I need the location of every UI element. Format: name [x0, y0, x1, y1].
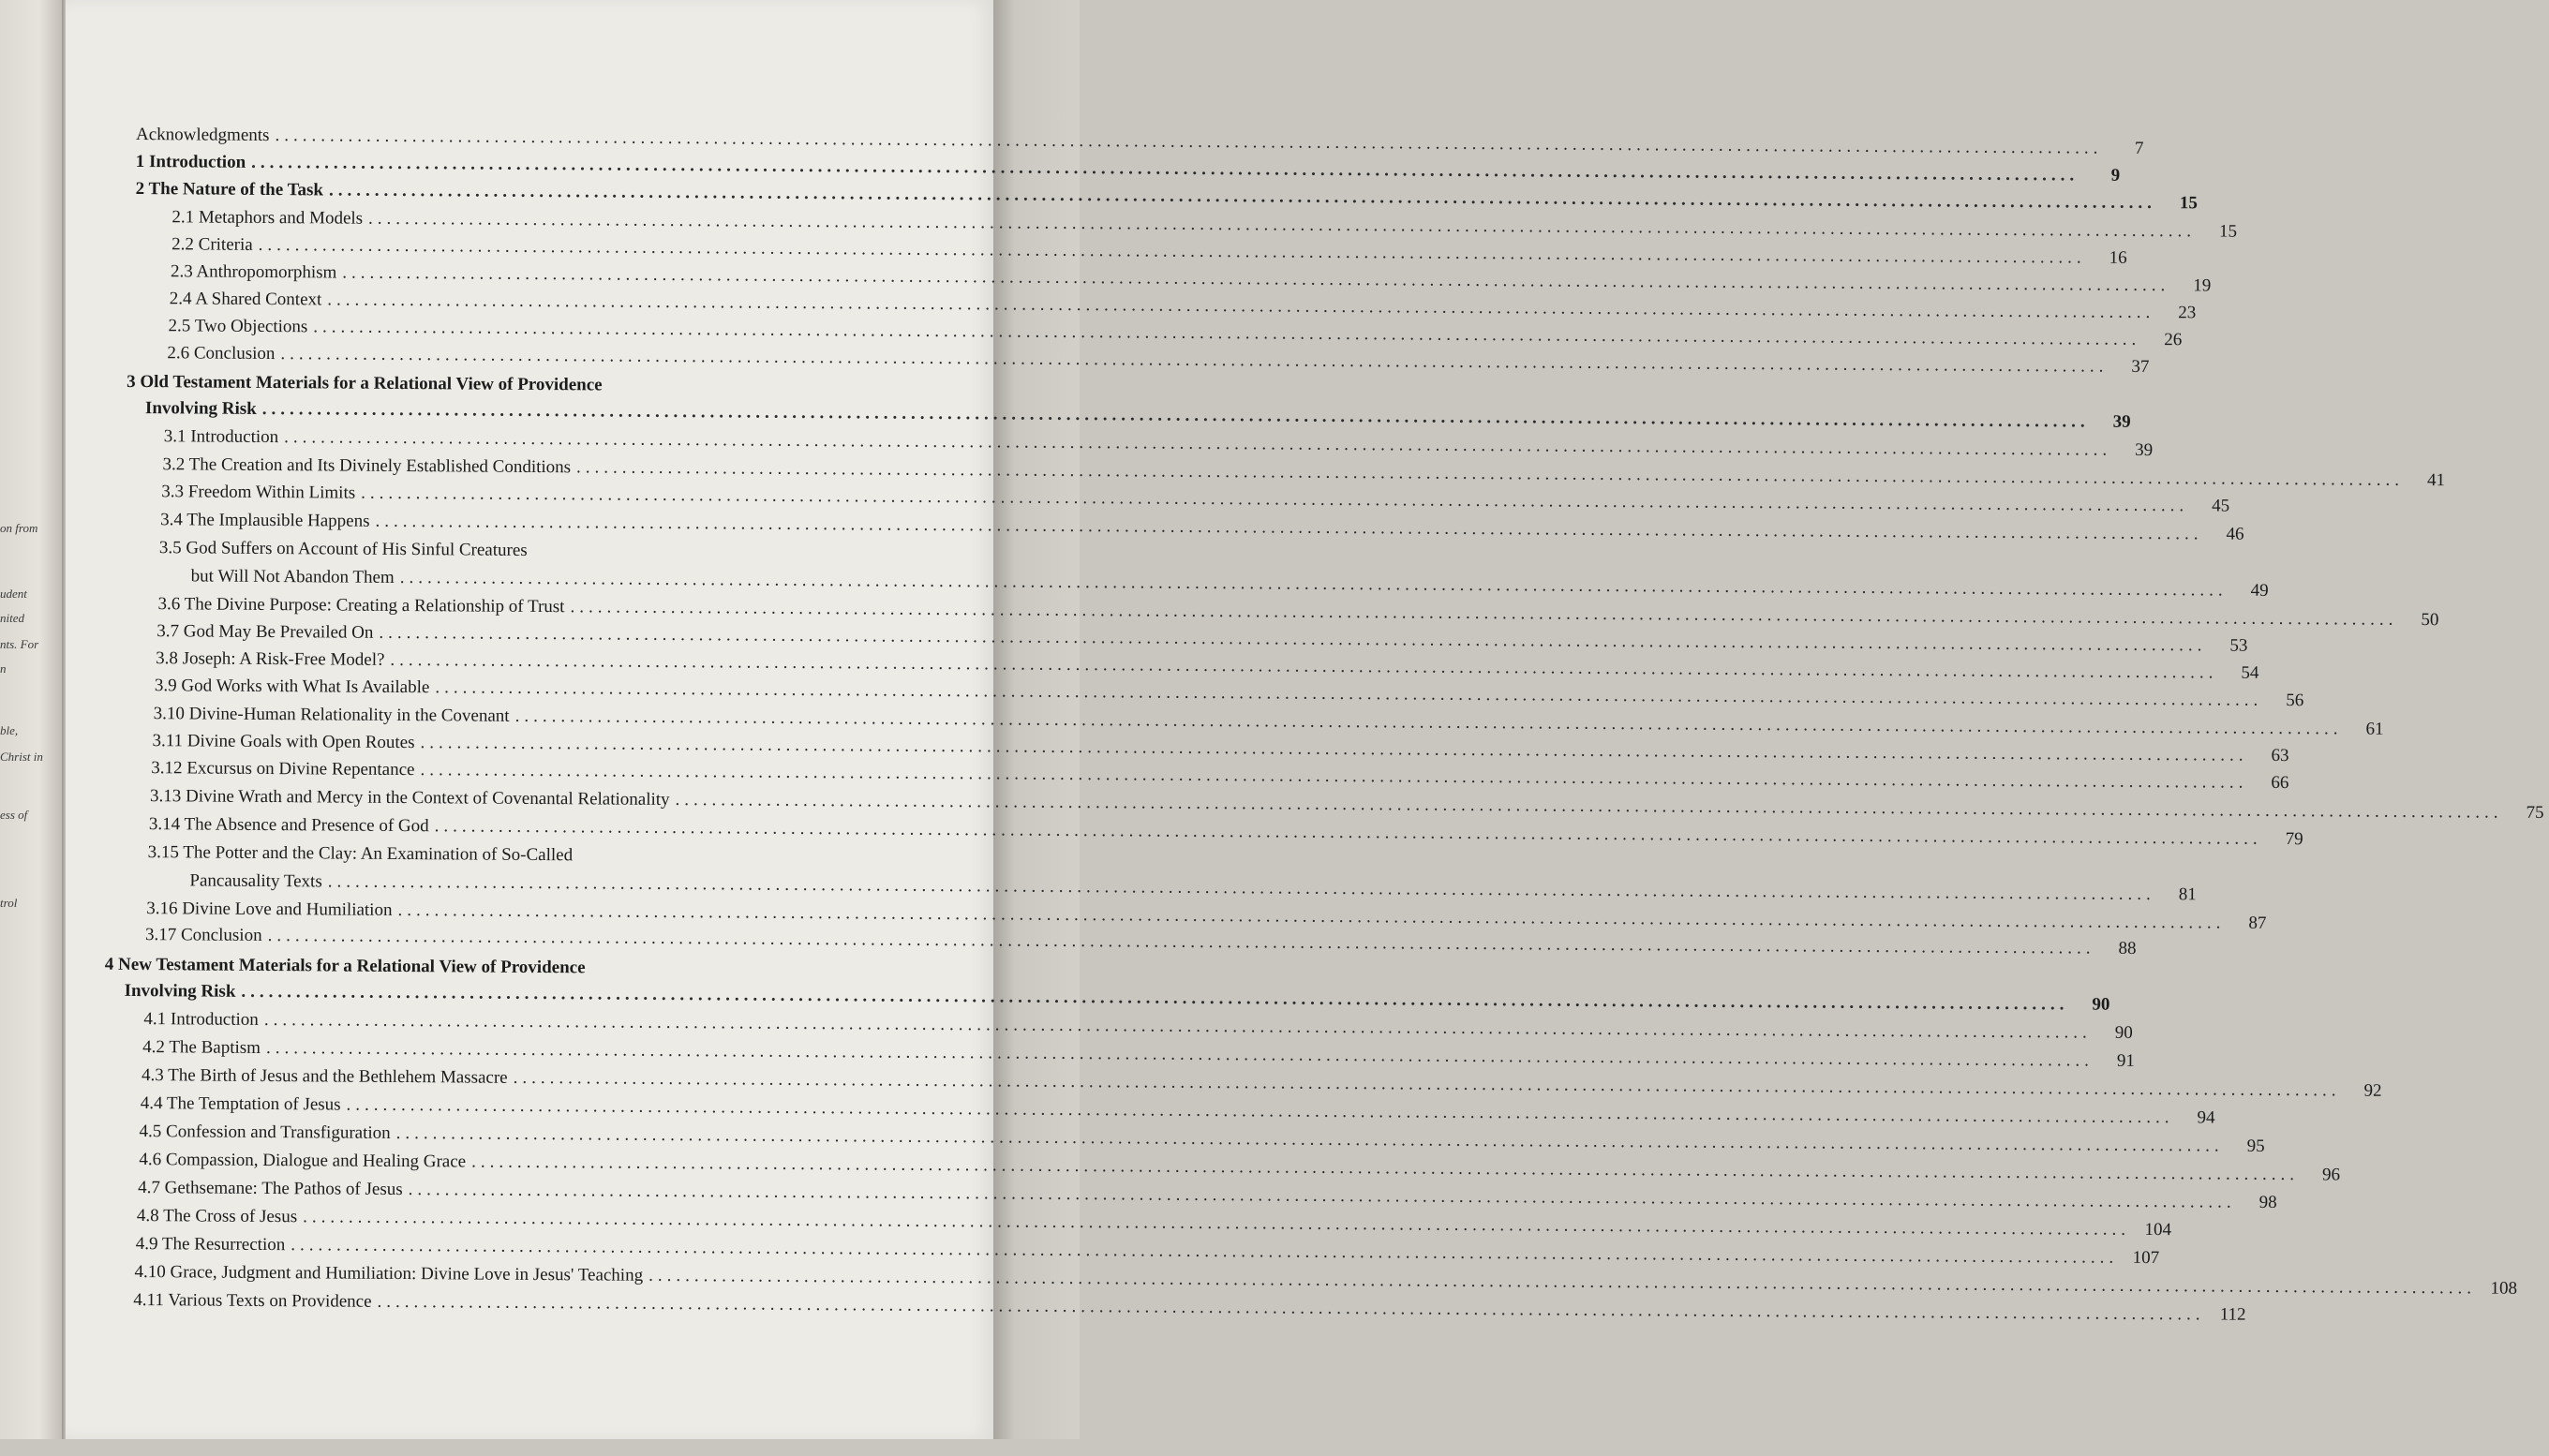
toc-page-number: 104: [2144, 1219, 2172, 1241]
toc-entry-label: 2.2 Criteria: [171, 234, 253, 255]
toc-section-entry: [162, 453, 2446, 491]
toc-leader-dots: ........................................................................................................................................................................................................: [327, 871, 2155, 905]
toc-entry-label: 3.10 Divine-Human Relationality in the Covenant: [153, 704, 510, 726]
left-page-fragment: nts. For: [0, 637, 39, 651]
toc-leader-dots: ........................................................................................................................................................................................................: [408, 1180, 2236, 1212]
toc-leader-dots: ........................................................................................................................................................................................................: [284, 427, 2112, 460]
toc-section-entry: [144, 924, 2137, 958]
toc-leader-dots: ........................................................................................................................................................................................................: [379, 622, 2207, 656]
toc-entry-label: 3.4 The Implausible Happens: [160, 510, 370, 531]
left-page-fragment: udent: [0, 587, 27, 601]
toc-leader-dots: ........................................................................................................................................................................................................: [471, 1151, 2300, 1185]
toc-page-number: 16: [2109, 247, 2127, 268]
toc-leader-dots: ........................................................................................................................................................................................................: [434, 816, 2262, 849]
toc-section-entry: [169, 288, 2197, 323]
left-page-fragment: ble,: [0, 723, 19, 737]
toc-entry-label: 4.1 Introduction: [143, 1009, 259, 1030]
toc-page-number: 112: [2219, 1304, 2246, 1325]
toc-section-entry: [170, 260, 2212, 296]
toc-section-entry: [152, 730, 2289, 766]
toc-chapter-entry: [124, 980, 2110, 1015]
toc-leader-dots: ........................................................................................................................................................................................................: [377, 1291, 2205, 1325]
toc-leader-dots: ........................................................................................................................................................................................................: [342, 262, 2170, 296]
toc-section-entry: [143, 1008, 2133, 1043]
toc-entry-label: Involving Risk: [124, 980, 236, 1002]
toc-page-number: 94: [2197, 1107, 2215, 1128]
toc-section-entry: [167, 342, 2150, 378]
toc-entry-label: 1 Introduction: [135, 151, 246, 172]
toc-leader-dots: ........................................................................................................................................................................................................: [397, 899, 2226, 933]
toc-page-number: 39: [2112, 411, 2131, 432]
toc-entry-label: Involving Risk: [144, 398, 257, 419]
toc-entry-label: 3.14 The Absence and Presence of God: [148, 814, 429, 837]
toc-entry-label: Pancausality Texts: [189, 870, 322, 892]
toc-leader-dots: ........................................................................................................................................................................................................: [420, 733, 2248, 765]
left-page-fragment: on from: [0, 521, 38, 535]
toc-entry-label: 4.3 The Birth of Jesus and the Bethlehem Massacre: [141, 1065, 508, 1088]
toc-section-entry: [156, 647, 2259, 683]
toc-leader-dots: ........................................................................................................................................................................................................: [368, 208, 2197, 242]
toc-leader-dots: ........................................................................................................................................................................................................: [313, 317, 2141, 349]
toc-page-number: 66: [2271, 772, 2289, 794]
toc-page-number: 9: [2110, 165, 2121, 186]
toc-section-entry: [139, 1149, 2341, 1185]
left-page-fragment: n: [0, 661, 7, 676]
toc-page-number: 108: [2490, 1278, 2518, 1299]
toc-page-number: 95: [2246, 1136, 2265, 1156]
toc-leader-dots: ........................................................................................................................................................................................................: [291, 1235, 2119, 1268]
toc-leader-dots: ........................................................................................................................................................................................................: [648, 1265, 2477, 1299]
toc-entry-label: 4.7 Gethsemane: The Pathos of Jesus: [138, 1178, 403, 1200]
toc-chapter-heading: 3 Old Testament Materials for a Relational View of Providence: [127, 371, 603, 395]
toc-section-entry: [142, 1036, 2136, 1071]
toc-entry-label: 3.1 Introduction: [163, 426, 279, 448]
toc-page-number: 81: [2178, 884, 2197, 905]
toc-entry-label: 2.4 A Shared Context: [169, 289, 322, 310]
left-page-fragment: nited: [0, 611, 24, 625]
toc-page-number: 50: [2421, 610, 2439, 631]
toc-entry-label: 3.13 Divine Wrath and Mercy in the Context of Covenantal Relationality: [150, 786, 670, 810]
toc-entry-label: 3.11 Divine Goals with Open Routes: [152, 731, 415, 753]
toc-section-entry: [146, 898, 2267, 933]
toc-section-entry: [190, 565, 2269, 601]
toc-page-number: 90: [2092, 994, 2110, 1015]
toc-leader-dots: ........................................................................................................................................................................................................: [399, 567, 2228, 601]
toc-leader-dots: ........................................................................................................................................................................................................: [258, 234, 2086, 268]
toc-entry: [135, 124, 2144, 158]
toc-page-number: 54: [2241, 662, 2259, 683]
toc-page-number: 75: [2526, 802, 2544, 823]
toc-page-number: 61: [2365, 719, 2384, 739]
toc-page-number: 19: [2193, 275, 2212, 296]
toc-chapter-entry: [135, 151, 2121, 186]
toc-page-number: 79: [2285, 829, 2303, 850]
toc-entry-label: Acknowledgments: [135, 125, 270, 145]
toc-leader-dots: ........................................................................................................................................................................................................: [261, 398, 2090, 432]
toc-page-number: 53: [2229, 635, 2248, 656]
toc-section-entry: [157, 593, 2439, 631]
toc-section-entry: [161, 481, 2230, 516]
toc-leader-dots: ........................................................................................................................................................................................................: [390, 649, 2218, 683]
toc-entry-label: 4.8 The Cross of Jesus: [136, 1206, 298, 1227]
toc-page-number: 90: [2114, 1022, 2133, 1043]
toc-section-entry: [153, 703, 2384, 739]
toc-leader-dots: ........................................................................................................................................................................................................: [241, 981, 2069, 1015]
toc-entry-label: 4.4 The Temptation of Jesus: [140, 1093, 341, 1115]
toc-page-number: 37: [2131, 356, 2150, 378]
toc-page-number: 91: [2116, 1050, 2136, 1071]
toc-entry-label: 2.5 Two Objections: [168, 316, 308, 337]
toc-leader-dots: ........................................................................................................................................................................................................: [675, 790, 2503, 823]
left-page-fragment: ess of: [0, 808, 28, 822]
toc-page-number: 23: [2178, 303, 2197, 323]
toc-entry-label: 2.3 Anthropomorphism: [170, 261, 337, 283]
toc-entry-label: 4.9 The Resurrection: [135, 1234, 286, 1255]
toc-section-entry: [141, 1064, 2382, 1101]
toc-leader-dots: ........................................................................................................................................................................................................: [361, 483, 2189, 516]
toc-entry-label: 3.9 God Works with What Is Available: [154, 676, 430, 698]
toc-leader-dots: ........................................................................................................................................................................................................: [327, 290, 2155, 323]
toc-leader-dots: ........................................................................................................................................................................................................: [280, 344, 2109, 377]
toc-section-entry: [171, 233, 2127, 268]
toc-entry-label: 4.5 Confession and Transfiguration: [139, 1122, 391, 1143]
toc-chapter-heading: 4 New Testament Materials for a Relational View of Providence: [104, 954, 586, 978]
toc-page-number: 56: [2286, 691, 2304, 711]
toc-section-entry: [160, 509, 2244, 544]
toc-entry-label: 3.3 Freedom Within Limits: [161, 482, 356, 503]
toc-page-number: 15: [2179, 193, 2199, 214]
toc-leader-dots: ........................................................................................................................................................................................................: [375, 511, 2203, 544]
toc-entry-label: 4.6 Compassion, Dialogue and Healing Grace: [139, 1150, 467, 1172]
toc-page-number: 98: [2258, 1192, 2277, 1212]
toc-chapter-entry: [144, 397, 2131, 432]
toc-chapter-entry: [135, 178, 2199, 214]
toc-leader-dots: ........................................................................................................................................................................................................: [570, 597, 2398, 630]
toc-section-entry: [138, 1177, 2277, 1212]
toc-page-number: 26: [2164, 330, 2183, 350]
toc-page-number: 39: [2135, 439, 2154, 461]
toc-page-number: 87: [2248, 913, 2267, 933]
toc-section-entry: [133, 1289, 2246, 1325]
toc-entry-label: 3.6 The Divine Purpose: Creating a Relationship of Trust: [157, 594, 565, 617]
toc-section-entry: [134, 1261, 2518, 1299]
toc-entry-label: 3.7 God May Be Prevailed On: [157, 621, 374, 643]
toc-section-entry: [150, 785, 2544, 823]
left-page-fragment: trol: [0, 896, 18, 910]
toc-leader-dots: ........................................................................................................................................................................................................: [435, 677, 2263, 710]
toc-page-number: 92: [2363, 1080, 2382, 1101]
toc-leader-dots: ........................................................................................................................................................................................................: [303, 1207, 2131, 1240]
toc-leader-dots: ........................................................................................................................................................................................................: [265, 1037, 2094, 1071]
toc-section-entry: [168, 315, 2183, 350]
toc-leader-dots: ........................................................................................................................................................................................................: [263, 1009, 2092, 1043]
toc-page-number: 96: [2322, 1165, 2341, 1185]
toc-page-number: 45: [2212, 496, 2230, 516]
toc-leader-dots: ........................................................................................................................................................................................................: [514, 706, 2343, 739]
toc-page-number: 88: [2118, 938, 2137, 958]
toc-section-entry: [157, 620, 2248, 656]
toc-page-number: 46: [2226, 524, 2244, 544]
toc-section-entry: [139, 1121, 2265, 1156]
toc-page-number: 107: [2132, 1247, 2160, 1269]
toc-leader-dots: ........................................................................................................................................................................................................: [395, 1122, 2224, 1156]
toc-entry-label: but Will Not Abandon Them: [190, 566, 395, 587]
toc-entry-label: 2.6 Conclusion: [167, 343, 276, 364]
toc-leader-dots: ........................................................................................................................................................................................................: [576, 457, 2405, 490]
toc-entry-label: 4.11 Various Texts on Providence: [133, 1290, 372, 1312]
toc-page-number: 41: [2426, 470, 2446, 491]
toc-section-heading: 3.5 God Suffers on Account of His Sinful Creatures: [158, 538, 528, 560]
toc-leader-dots: ........................................................................................................................................................................................................: [346, 1094, 2174, 1128]
toc-section-entry: [171, 206, 2238, 242]
toc-leader-dots: ........................................................................................................................................................................................................: [267, 926, 2095, 958]
toc-entry-label: 3.16 Divine Love and Humiliation: [146, 899, 393, 920]
toc-section-entry: [140, 1092, 2215, 1128]
toc-section-entry: [148, 813, 2303, 850]
toc-entry-label: 4.10 Grace, Judgment and Humiliation: Divine Love in Jesus' Teaching: [134, 1262, 644, 1285]
toc-leader-dots: ........................................................................................................................................................................................................: [251, 152, 2079, 186]
toc-entry-label: 4.2 The Baptism: [142, 1037, 261, 1058]
toc-entry-label: 2.1 Metaphors and Models: [171, 207, 364, 229]
toc-entry-label: 3.2 The Creation and Its Divinely Established Conditions: [162, 454, 572, 478]
toc-section-entry: [151, 757, 2289, 794]
toc-entry-label: 3.17 Conclusion: [144, 925, 262, 945]
toc-section-entry: [135, 1233, 2160, 1269]
toc-page-number: 7: [2134, 138, 2144, 158]
toc-leader-dots: ........................................................................................................................................................................................................: [513, 1067, 2341, 1101]
toc-entry-label: 3.8 Joseph: A Risk-Free Model?: [156, 648, 385, 670]
toc-entry-label: 3.12 Excursus on Divine Repentance: [151, 758, 415, 780]
toc-leader-dots: ........................................................................................................................................................................................................: [420, 760, 2248, 793]
toc-section-entry: [163, 425, 2154, 461]
toc-section-entry: [154, 675, 2304, 711]
toc-page-number: 49: [2250, 580, 2269, 601]
toc-section-heading: 3.15 The Potter and the Clay: An Examination of So-Called: [147, 842, 574, 866]
toc-page-number: 15: [2218, 221, 2238, 242]
toc-page-number: 63: [2271, 745, 2289, 766]
toc-leader-dots: ........................................................................................................................................................................................................: [275, 126, 2103, 158]
toc-leader-dots: ........................................................................................................................................................................................................: [328, 180, 2157, 214]
toc-section-entry: [136, 1205, 2172, 1241]
left-page-fragment: Christ in: [0, 750, 43, 764]
toc-section-entry: [189, 869, 2197, 905]
toc-entry-label: 2 The Nature of the Task: [135, 178, 324, 201]
